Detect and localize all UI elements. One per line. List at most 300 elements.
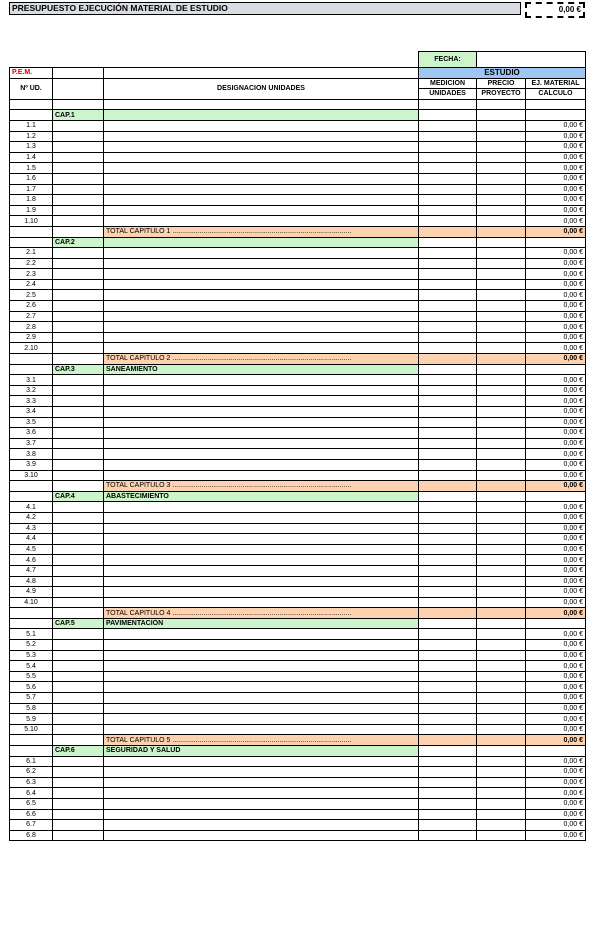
item-designation-cell[interactable] [104, 565, 419, 576]
item-code-cell[interactable] [53, 555, 104, 566]
table-row [10, 693, 586, 704]
item-code-cell[interactable] [53, 248, 104, 259]
item-precio-cell[interactable] [477, 470, 526, 481]
item-amount: 0,00 € [526, 788, 586, 799]
table-row [10, 661, 586, 672]
item-code-cell[interactable] [53, 396, 104, 407]
item-precio-cell[interactable] [477, 173, 526, 184]
item-precio-cell[interactable] [477, 587, 526, 598]
item-code-cell[interactable] [53, 385, 104, 396]
item-code-cell[interactable] [53, 809, 104, 820]
item-designation-cell[interactable] [104, 777, 419, 788]
item-medicion-cell[interactable] [419, 449, 477, 460]
item-code-cell[interactable] [53, 714, 104, 725]
item-medicion-cell[interactable] [419, 724, 477, 735]
item-code-cell[interactable] [53, 279, 104, 290]
item-code-cell[interactable] [53, 661, 104, 672]
item-designation-cell[interactable] [104, 576, 419, 587]
item-medicion-cell[interactable] [419, 407, 477, 418]
item-number: 1.8 [10, 195, 53, 206]
item-designation-cell[interactable] [104, 131, 419, 142]
item-medicion-cell[interactable] [419, 428, 477, 439]
item-amount: 0,00 € [526, 798, 586, 809]
item-amount: 0,00 € [526, 152, 586, 163]
item-medicion-cell[interactable] [419, 703, 477, 714]
col-header-ejmaterial: EJ. MATERIAL [526, 78, 586, 89]
item-medicion-cell[interactable] [419, 565, 477, 576]
item-code-cell[interactable] [53, 544, 104, 555]
item-number: 2.1 [10, 248, 53, 259]
item-precio-cell[interactable] [477, 544, 526, 555]
chapter-code: CAP.3 [53, 364, 104, 375]
item-number: 1.5 [10, 163, 53, 174]
item-code-cell[interactable] [53, 269, 104, 280]
item-precio-cell[interactable] [477, 163, 526, 174]
item-medicion-cell[interactable] [419, 714, 477, 725]
item-number: 6.3 [10, 777, 53, 788]
item-code-cell[interactable] [53, 322, 104, 333]
chapter-header-row [10, 491, 586, 502]
item-designation-cell[interactable] [104, 184, 419, 195]
item-amount: 0,00 € [526, 407, 586, 418]
item-medicion-cell[interactable] [419, 417, 477, 428]
item-designation-cell[interactable] [104, 682, 419, 693]
chapter-name: SEGURIDAD Y SALUD [104, 746, 419, 757]
item-designation-cell[interactable] [104, 798, 419, 809]
item-medicion-cell[interactable] [419, 650, 477, 661]
item-medicion-cell[interactable] [419, 820, 477, 831]
item-medicion-cell[interactable] [419, 798, 477, 809]
item-medicion-cell[interactable] [419, 152, 477, 163]
item-designation-cell[interactable] [104, 311, 419, 322]
item-amount: 0,00 € [526, 565, 586, 576]
item-precio-cell[interactable] [477, 809, 526, 820]
item-designation-cell[interactable] [104, 417, 419, 428]
item-medicion-cell[interactable] [419, 311, 477, 322]
item-code-cell[interactable] [53, 131, 104, 142]
table-row [10, 279, 586, 290]
item-designation-cell[interactable] [104, 788, 419, 799]
item-code-cell[interactable] [53, 682, 104, 693]
item-medicion-cell[interactable] [419, 343, 477, 354]
item-code-cell[interactable] [53, 449, 104, 460]
item-medicion-cell[interactable] [419, 830, 477, 841]
item-precio-cell[interactable] [477, 205, 526, 216]
item-code-cell[interactable] [53, 120, 104, 131]
item-precio-cell[interactable] [477, 322, 526, 333]
item-medicion-cell[interactable] [419, 470, 477, 481]
item-medicion-cell[interactable] [419, 142, 477, 153]
item-designation-cell[interactable] [104, 375, 419, 386]
item-designation-cell[interactable] [104, 248, 419, 259]
item-designation-cell[interactable] [104, 152, 419, 163]
item-code-cell[interactable] [53, 629, 104, 640]
item-designation-cell[interactable] [104, 205, 419, 216]
item-code-cell[interactable] [53, 205, 104, 216]
item-precio-cell[interactable] [477, 343, 526, 354]
item-precio-cell[interactable] [477, 661, 526, 672]
item-number: 3.10 [10, 470, 53, 481]
item-number: 6.6 [10, 809, 53, 820]
chapter-total-value: 0,00 € [526, 226, 586, 237]
item-designation-cell[interactable] [104, 756, 419, 767]
item-code-cell[interactable] [53, 459, 104, 470]
item-designation-cell[interactable] [104, 523, 419, 534]
item-precio-cell[interactable] [477, 693, 526, 704]
item-code-cell[interactable] [53, 693, 104, 704]
item-designation-cell[interactable] [104, 343, 419, 354]
item-designation-cell[interactable] [104, 396, 419, 407]
item-code-cell[interactable] [53, 650, 104, 661]
item-precio-cell[interactable] [477, 777, 526, 788]
item-precio-cell[interactable] [477, 576, 526, 587]
item-precio-cell[interactable] [477, 396, 526, 407]
item-code-cell[interactable] [53, 597, 104, 608]
item-code-cell[interactable] [53, 798, 104, 809]
item-precio-cell[interactable] [477, 449, 526, 460]
chapter-total-value: 0,00 € [526, 735, 586, 746]
item-designation-cell[interactable] [104, 650, 419, 661]
item-code-cell[interactable] [53, 470, 104, 481]
item-code-cell[interactable] [53, 290, 104, 301]
item-designation-cell[interactable] [104, 163, 419, 174]
item-designation-cell[interactable] [104, 120, 419, 131]
item-amount: 0,00 € [526, 587, 586, 598]
item-amount: 0,00 € [526, 523, 586, 534]
item-medicion-cell[interactable] [419, 459, 477, 470]
item-code-cell[interactable] [53, 311, 104, 322]
item-medicion-cell[interactable] [419, 661, 477, 672]
item-medicion-cell[interactable] [419, 385, 477, 396]
item-code-cell[interactable] [53, 152, 104, 163]
item-code-cell[interactable] [53, 216, 104, 227]
item-code-cell[interactable] [53, 502, 104, 513]
item-medicion-cell[interactable] [419, 777, 477, 788]
item-precio-cell[interactable] [477, 269, 526, 280]
item-designation-cell[interactable] [104, 438, 419, 449]
item-code-cell[interactable] [53, 301, 104, 312]
item-designation-cell[interactable] [104, 332, 419, 343]
item-designation-cell[interactable] [104, 173, 419, 184]
item-code-cell[interactable] [53, 587, 104, 598]
item-code-cell[interactable] [53, 428, 104, 439]
item-designation-cell[interactable] [104, 216, 419, 227]
item-precio-cell[interactable] [477, 788, 526, 799]
item-designation-cell[interactable] [104, 629, 419, 640]
table-row [10, 449, 586, 460]
item-medicion-cell[interactable] [419, 438, 477, 449]
item-amount: 0,00 € [526, 449, 586, 460]
chapter-total-value: 0,00 € [526, 608, 586, 619]
item-designation-cell[interactable] [104, 534, 419, 545]
item-amount: 0,00 € [526, 301, 586, 312]
item-code-cell[interactable] [53, 343, 104, 354]
table-row [10, 195, 586, 206]
item-precio-cell[interactable] [477, 756, 526, 767]
item-medicion-cell[interactable] [419, 587, 477, 598]
item-designation-cell[interactable] [104, 258, 419, 269]
item-designation-cell[interactable] [104, 640, 419, 651]
item-amount: 0,00 € [526, 290, 586, 301]
item-designation-cell[interactable] [104, 279, 419, 290]
item-medicion-cell[interactable] [419, 184, 477, 195]
item-designation-cell[interactable] [104, 428, 419, 439]
item-medicion-cell[interactable] [419, 534, 477, 545]
item-precio-cell[interactable] [477, 248, 526, 259]
item-amount: 0,00 € [526, 195, 586, 206]
item-medicion-cell[interactable] [419, 216, 477, 227]
item-precio-cell[interactable] [477, 385, 526, 396]
chapter-header-row [10, 364, 586, 375]
item-code-cell[interactable] [53, 640, 104, 651]
item-precio-cell[interactable] [477, 671, 526, 682]
item-amount: 0,00 € [526, 555, 586, 566]
item-number: 2.7 [10, 311, 53, 322]
item-number: 4.4 [10, 534, 53, 545]
item-precio-cell[interactable] [477, 279, 526, 290]
item-precio-cell[interactable] [477, 152, 526, 163]
item-number: 5.7 [10, 693, 53, 704]
item-code-cell[interactable] [53, 830, 104, 841]
item-precio-cell[interactable] [477, 438, 526, 449]
item-precio-cell[interactable] [477, 195, 526, 206]
estudio-header: ESTUDIO [419, 68, 586, 79]
item-designation-cell[interactable] [104, 703, 419, 714]
item-amount: 0,00 € [526, 385, 586, 396]
item-precio-cell[interactable] [477, 767, 526, 778]
item-precio-cell[interactable] [477, 597, 526, 608]
item-medicion-cell[interactable] [419, 555, 477, 566]
item-medicion-cell[interactable] [419, 269, 477, 280]
table-row [10, 544, 586, 555]
table-row [10, 724, 586, 735]
chapter-code: CAP.1 [53, 110, 104, 121]
item-medicion-cell[interactable] [419, 173, 477, 184]
item-code-cell[interactable] [53, 820, 104, 831]
item-precio-cell[interactable] [477, 820, 526, 831]
item-precio-cell[interactable] [477, 311, 526, 322]
item-medicion-cell[interactable] [419, 502, 477, 513]
fecha-input[interactable] [477, 52, 586, 68]
item-code-cell[interactable] [53, 375, 104, 386]
item-designation-cell[interactable] [104, 671, 419, 682]
item-designation-cell[interactable] [104, 502, 419, 513]
item-precio-cell[interactable] [477, 290, 526, 301]
item-medicion-cell[interactable] [419, 258, 477, 269]
item-designation-cell[interactable] [104, 322, 419, 333]
item-medicion-cell[interactable] [419, 248, 477, 259]
item-designation-cell[interactable] [104, 290, 419, 301]
item-code-cell[interactable] [53, 173, 104, 184]
item-designation-cell[interactable] [104, 661, 419, 672]
item-designation-cell[interactable] [104, 301, 419, 312]
item-medicion-cell[interactable] [419, 332, 477, 343]
item-designation-cell[interactable] [104, 809, 419, 820]
item-designation-cell[interactable] [104, 597, 419, 608]
item-designation-cell[interactable] [104, 820, 419, 831]
item-designation-cell[interactable] [104, 470, 419, 481]
item-code-cell[interactable] [53, 671, 104, 682]
item-precio-cell[interactable] [477, 375, 526, 386]
item-code-cell[interactable] [53, 332, 104, 343]
item-number: 3.8 [10, 449, 53, 460]
item-number: 1.6 [10, 173, 53, 184]
item-medicion-cell[interactable] [419, 279, 477, 290]
item-code-cell[interactable] [53, 407, 104, 418]
item-medicion-cell[interactable] [419, 671, 477, 682]
item-number: 4.5 [10, 544, 53, 555]
item-precio-cell[interactable] [477, 120, 526, 131]
item-code-cell[interactable] [53, 576, 104, 587]
chapter-total-row [10, 354, 586, 365]
item-precio-cell[interactable] [477, 830, 526, 841]
item-code-cell[interactable] [53, 512, 104, 523]
col-header-designacion: DESIGNACION UNIDADES [104, 78, 419, 99]
item-code-cell[interactable] [53, 777, 104, 788]
item-designation-cell[interactable] [104, 385, 419, 396]
item-code-cell[interactable] [53, 258, 104, 269]
item-precio-cell[interactable] [477, 301, 526, 312]
item-designation-cell[interactable] [104, 269, 419, 280]
item-code-cell[interactable] [53, 534, 104, 545]
item-medicion-cell[interactable] [419, 693, 477, 704]
item-precio-cell[interactable] [477, 724, 526, 735]
item-designation-cell[interactable] [104, 544, 419, 555]
item-designation-cell[interactable] [104, 830, 419, 841]
grand-total: 0,00 € [525, 2, 585, 18]
item-designation-cell[interactable] [104, 459, 419, 470]
item-precio-cell[interactable] [477, 534, 526, 545]
item-code-cell[interactable] [53, 788, 104, 799]
item-medicion-cell[interactable] [419, 120, 477, 131]
item-precio-cell[interactable] [477, 629, 526, 640]
item-medicion-cell[interactable] [419, 205, 477, 216]
item-code-cell[interactable] [53, 767, 104, 778]
item-precio-cell[interactable] [477, 131, 526, 142]
item-precio-cell[interactable] [477, 565, 526, 576]
item-code-cell[interactable] [53, 756, 104, 767]
table-row [10, 428, 586, 439]
item-medicion-cell[interactable] [419, 767, 477, 778]
item-code-cell[interactable] [53, 417, 104, 428]
item-designation-cell[interactable] [104, 142, 419, 153]
item-precio-cell[interactable] [477, 184, 526, 195]
item-medicion-cell[interactable] [419, 512, 477, 523]
item-precio-cell[interactable] [477, 417, 526, 428]
item-designation-cell[interactable] [104, 693, 419, 704]
item-medicion-cell[interactable] [419, 576, 477, 587]
item-designation-cell[interactable] [104, 195, 419, 206]
item-precio-cell[interactable] [477, 332, 526, 343]
item-medicion-cell[interactable] [419, 163, 477, 174]
item-designation-cell[interactable] [104, 714, 419, 725]
item-precio-cell[interactable] [477, 142, 526, 153]
item-number: 2.9 [10, 332, 53, 343]
chapter-header-row [10, 110, 586, 121]
table-row [10, 523, 586, 534]
item-code-cell[interactable] [53, 163, 104, 174]
item-precio-cell[interactable] [477, 512, 526, 523]
item-designation-cell[interactable] [104, 512, 419, 523]
item-amount: 0,00 € [526, 671, 586, 682]
item-medicion-cell[interactable] [419, 322, 477, 333]
item-designation-cell[interactable] [104, 724, 419, 735]
item-code-cell[interactable] [53, 195, 104, 206]
item-designation-cell[interactable] [104, 767, 419, 778]
item-medicion-cell[interactable] [419, 523, 477, 534]
chapter-total-label: TOTAL CAPITULO 1 ............................................................................................ [104, 226, 419, 237]
item-medicion-cell[interactable] [419, 544, 477, 555]
item-medicion-cell[interactable] [419, 301, 477, 312]
item-medicion-cell[interactable] [419, 597, 477, 608]
item-amount: 0,00 € [526, 693, 586, 704]
item-precio-cell[interactable] [477, 682, 526, 693]
item-designation-cell[interactable] [104, 407, 419, 418]
item-code-cell[interactable] [53, 142, 104, 153]
item-precio-cell[interactable] [477, 502, 526, 513]
item-designation-cell[interactable] [104, 449, 419, 460]
item-number: 4.8 [10, 576, 53, 587]
item-medicion-cell[interactable] [419, 788, 477, 799]
item-precio-cell[interactable] [477, 650, 526, 661]
item-medicion-cell[interactable] [419, 195, 477, 206]
item-precio-cell[interactable] [477, 407, 526, 418]
item-designation-cell[interactable] [104, 555, 419, 566]
item-code-cell[interactable] [53, 523, 104, 534]
table-row [10, 798, 586, 809]
item-medicion-cell[interactable] [419, 290, 477, 301]
item-amount: 0,00 € [526, 163, 586, 174]
item-precio-cell[interactable] [477, 258, 526, 269]
item-precio-cell[interactable] [477, 459, 526, 470]
table-row [10, 375, 586, 386]
chapter-total-value: 0,00 € [526, 354, 586, 365]
item-code-cell[interactable] [53, 438, 104, 449]
item-code-cell[interactable] [53, 703, 104, 714]
item-medicion-cell[interactable] [419, 682, 477, 693]
item-precio-cell[interactable] [477, 428, 526, 439]
item-medicion-cell[interactable] [419, 809, 477, 820]
item-amount: 0,00 € [526, 279, 586, 290]
item-medicion-cell[interactable] [419, 131, 477, 142]
item-code-cell[interactable] [53, 724, 104, 735]
item-medicion-cell[interactable] [419, 629, 477, 640]
item-code-cell[interactable] [53, 184, 104, 195]
item-precio-cell[interactable] [477, 216, 526, 227]
item-precio-cell[interactable] [477, 555, 526, 566]
item-medicion-cell[interactable] [419, 375, 477, 386]
item-number: 1.10 [10, 216, 53, 227]
item-precio-cell[interactable] [477, 714, 526, 725]
chapter-total-row [10, 608, 586, 619]
item-code-cell[interactable] [53, 565, 104, 576]
item-medicion-cell[interactable] [419, 640, 477, 651]
item-medicion-cell[interactable] [419, 396, 477, 407]
item-designation-cell[interactable] [104, 587, 419, 598]
table-row [10, 777, 586, 788]
item-precio-cell[interactable] [477, 523, 526, 534]
item-number: 4.10 [10, 597, 53, 608]
item-medicion-cell[interactable] [419, 756, 477, 767]
item-precio-cell[interactable] [477, 640, 526, 651]
item-amount: 0,00 € [526, 629, 586, 640]
chapter-total-row [10, 481, 586, 492]
chapter-name: ABASTECIMIENTO [104, 491, 419, 502]
item-precio-cell[interactable] [477, 798, 526, 809]
item-amount: 0,00 € [526, 269, 586, 280]
item-precio-cell[interactable] [477, 703, 526, 714]
table-row [10, 714, 586, 725]
